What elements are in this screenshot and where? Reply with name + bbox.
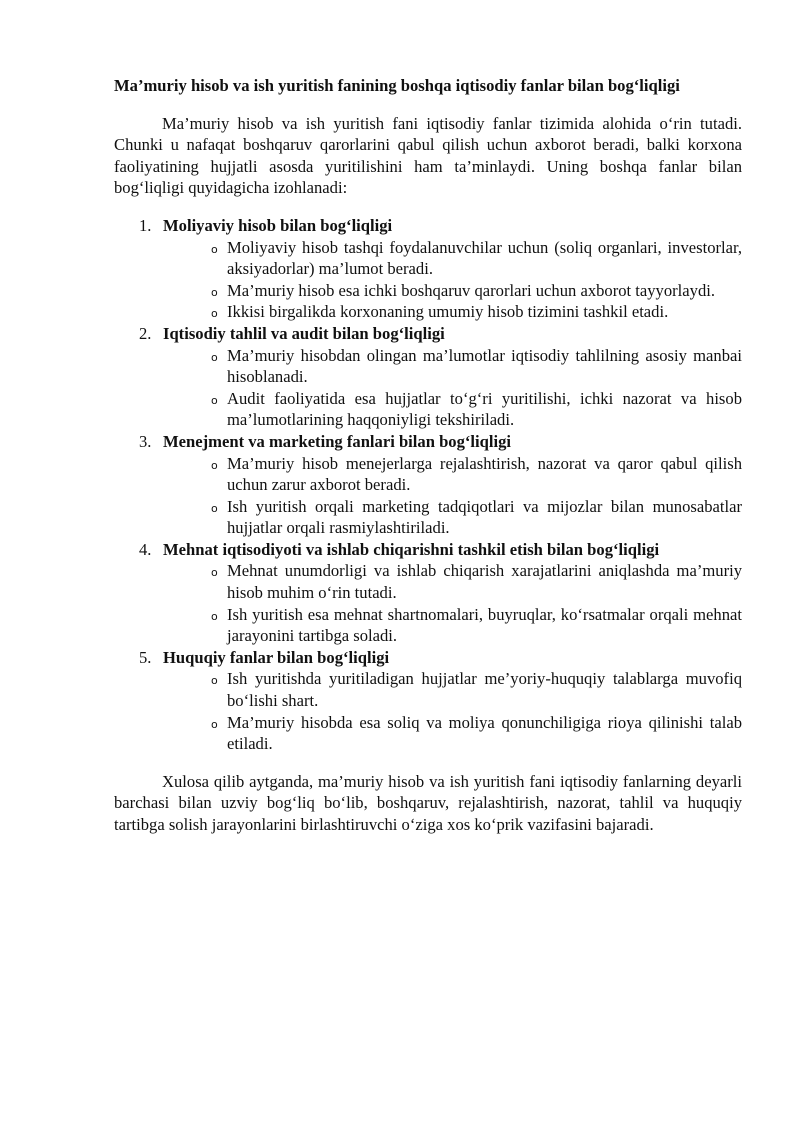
section-heading <box>114 215 742 237</box>
section-2 <box>114 323 742 431</box>
conclusion-paragraph: Xulosa qilib aytganda, ma’muriy hisob va ish yuritish fani iqtisodiy fanlarning deyarli barchasi bilan uzviy bog‘liq bo‘lib, boshqaruv, rejalashtirish, nazorat, tahlil va huquqiy tartibga solish jarayonlarini birlashtiruvchi o‘ziga xos ko‘prik vazifasini bajaradi. <box>114 771 742 834</box>
list-item-text: Ma’muriy hisob esa ichki boshqaruv qarorlari uchun axborot tayyorlaydi. <box>227 280 716 300</box>
document-title: Ma’muriy hisob va ish yuritish fanining boshqa iqtisodiy fanlar bilan bog‘liqligi <box>114 76 680 95</box>
list-item <box>211 388 742 431</box>
section-number: 1. <box>139 215 152 235</box>
section-points <box>114 345 742 431</box>
list-item-text: Ikkisi birgalikda korxonaning umumiy hisob tizimini tashkil etadi. <box>227 302 669 322</box>
list-item-text: Ma’muriy hisobda esa soliq va moliya qonunchiligiga rioya qilinishi talab etiladi. <box>227 712 742 754</box>
section-number: 5. <box>139 647 152 667</box>
list-item-text: Ish yuritish esa mehnat shartnomalari, buyruqlar, ko‘rsatmalar orqali mehnat jarayonini tartibga soladi. <box>227 604 742 646</box>
section-title: Iqtisodiy tahlil va audit bilan bog‘liqligi <box>163 323 445 343</box>
list-item-text: Ma’muriy hisob menejerlarga rejalashtirish, nazorat va qaror qabul qilish uchun zarur axborot beradi. <box>227 453 742 495</box>
list-item <box>211 237 742 280</box>
bullet-icon: o <box>211 285 218 299</box>
list-item <box>211 668 742 711</box>
section-points <box>114 237 742 323</box>
section-points <box>114 560 742 646</box>
section-4 <box>114 539 742 647</box>
bullet-icon: o <box>211 307 218 321</box>
bullet-icon: o <box>211 501 218 515</box>
section-points <box>114 668 742 754</box>
section-title: Huquqiy fanlar bilan bog‘liqligi <box>163 647 390 667</box>
bullet-icon: o <box>211 717 218 731</box>
section-points <box>114 453 742 539</box>
intro-paragraph: Ma’muriy hisob va ish yuritish fani iqtisodiy fanlar tizimida alohida o‘rin tutadi. Chunki u nafaqat boshqaruv qarorlarini qabul qilish uchun axborot beradi, balki korxona faoliyatining hujjatli asosda yuritilishini ham ta’minlaydi. Uning boshqa fanlar bilan bog‘liqligi quyidagicha izohlanadi: <box>114 113 742 198</box>
list-item <box>211 712 742 755</box>
bullet-icon: o <box>211 350 218 364</box>
section-1 <box>114 215 742 323</box>
section-heading <box>114 431 742 453</box>
list-item <box>211 496 742 539</box>
document-page <box>114 75 742 852</box>
section-5 <box>114 647 742 755</box>
section-title: Menejment va marketing fanlari bilan bog‘liqligi <box>163 431 511 451</box>
sections-list <box>114 215 742 755</box>
section-heading <box>114 323 742 345</box>
section-heading <box>114 647 742 669</box>
bullet-icon: o <box>211 393 218 407</box>
section-heading <box>114 539 742 561</box>
bullet-icon: o <box>211 609 218 623</box>
list-item <box>211 604 742 647</box>
bullet-icon: o <box>211 458 218 472</box>
list-item-text: Moliyaviy hisob tashqi foydalanuvchilar uchun (soliq organlari, investorlar, aksiyadorlar) ma’lumot beradi. <box>227 237 742 279</box>
list-item <box>211 301 742 323</box>
list-item-text: Audit faoliyatida esa hujjatlar to‘g‘ri yuritilishi, ichki nazorat va hisob ma’lumotlarining haqqoniyligi tekshiriladi. <box>227 388 742 430</box>
section-title: Moliyaviy hisob bilan bog‘liqligi <box>163 215 393 235</box>
section-number: 4. <box>139 539 152 559</box>
list-item <box>211 560 742 603</box>
list-item <box>211 453 742 496</box>
list-item-text: Mehnat unumdorligi va ishlab chiqarish xarajatlarini aniqlashda ma’muriy hisob muhim o‘rin tutadi. <box>227 561 742 603</box>
section-number: 2. <box>139 323 152 343</box>
section-number: 3. <box>139 431 152 451</box>
list-item <box>211 280 742 302</box>
section-title: Mehnat iqtisodiyoti va ishlab chiqarishni tashkil etish bilan bog‘liqligi <box>163 539 660 559</box>
list-item-text: Ish yuritish orqali marketing tadqiqotlari va mijozlar bilan munosabatlar hujjatlar orqali rasmiylashtiriladi. <box>227 496 742 538</box>
bullet-icon: o <box>211 566 218 580</box>
section-3 <box>114 431 742 539</box>
bullet-icon: o <box>211 674 218 688</box>
bullet-icon: o <box>211 242 218 256</box>
list-item <box>211 345 742 388</box>
list-item-text: Ma’muriy hisobdan olingan ma’lumotlar iqtisodiy tahlilning asosiy manbai hisoblanadi. <box>227 345 742 387</box>
list-item-text: Ish yuritishda yuritiladigan hujjatlar me’yoriy-huquqiy talablarga muvofiq bo‘lishi shart. <box>227 669 742 711</box>
